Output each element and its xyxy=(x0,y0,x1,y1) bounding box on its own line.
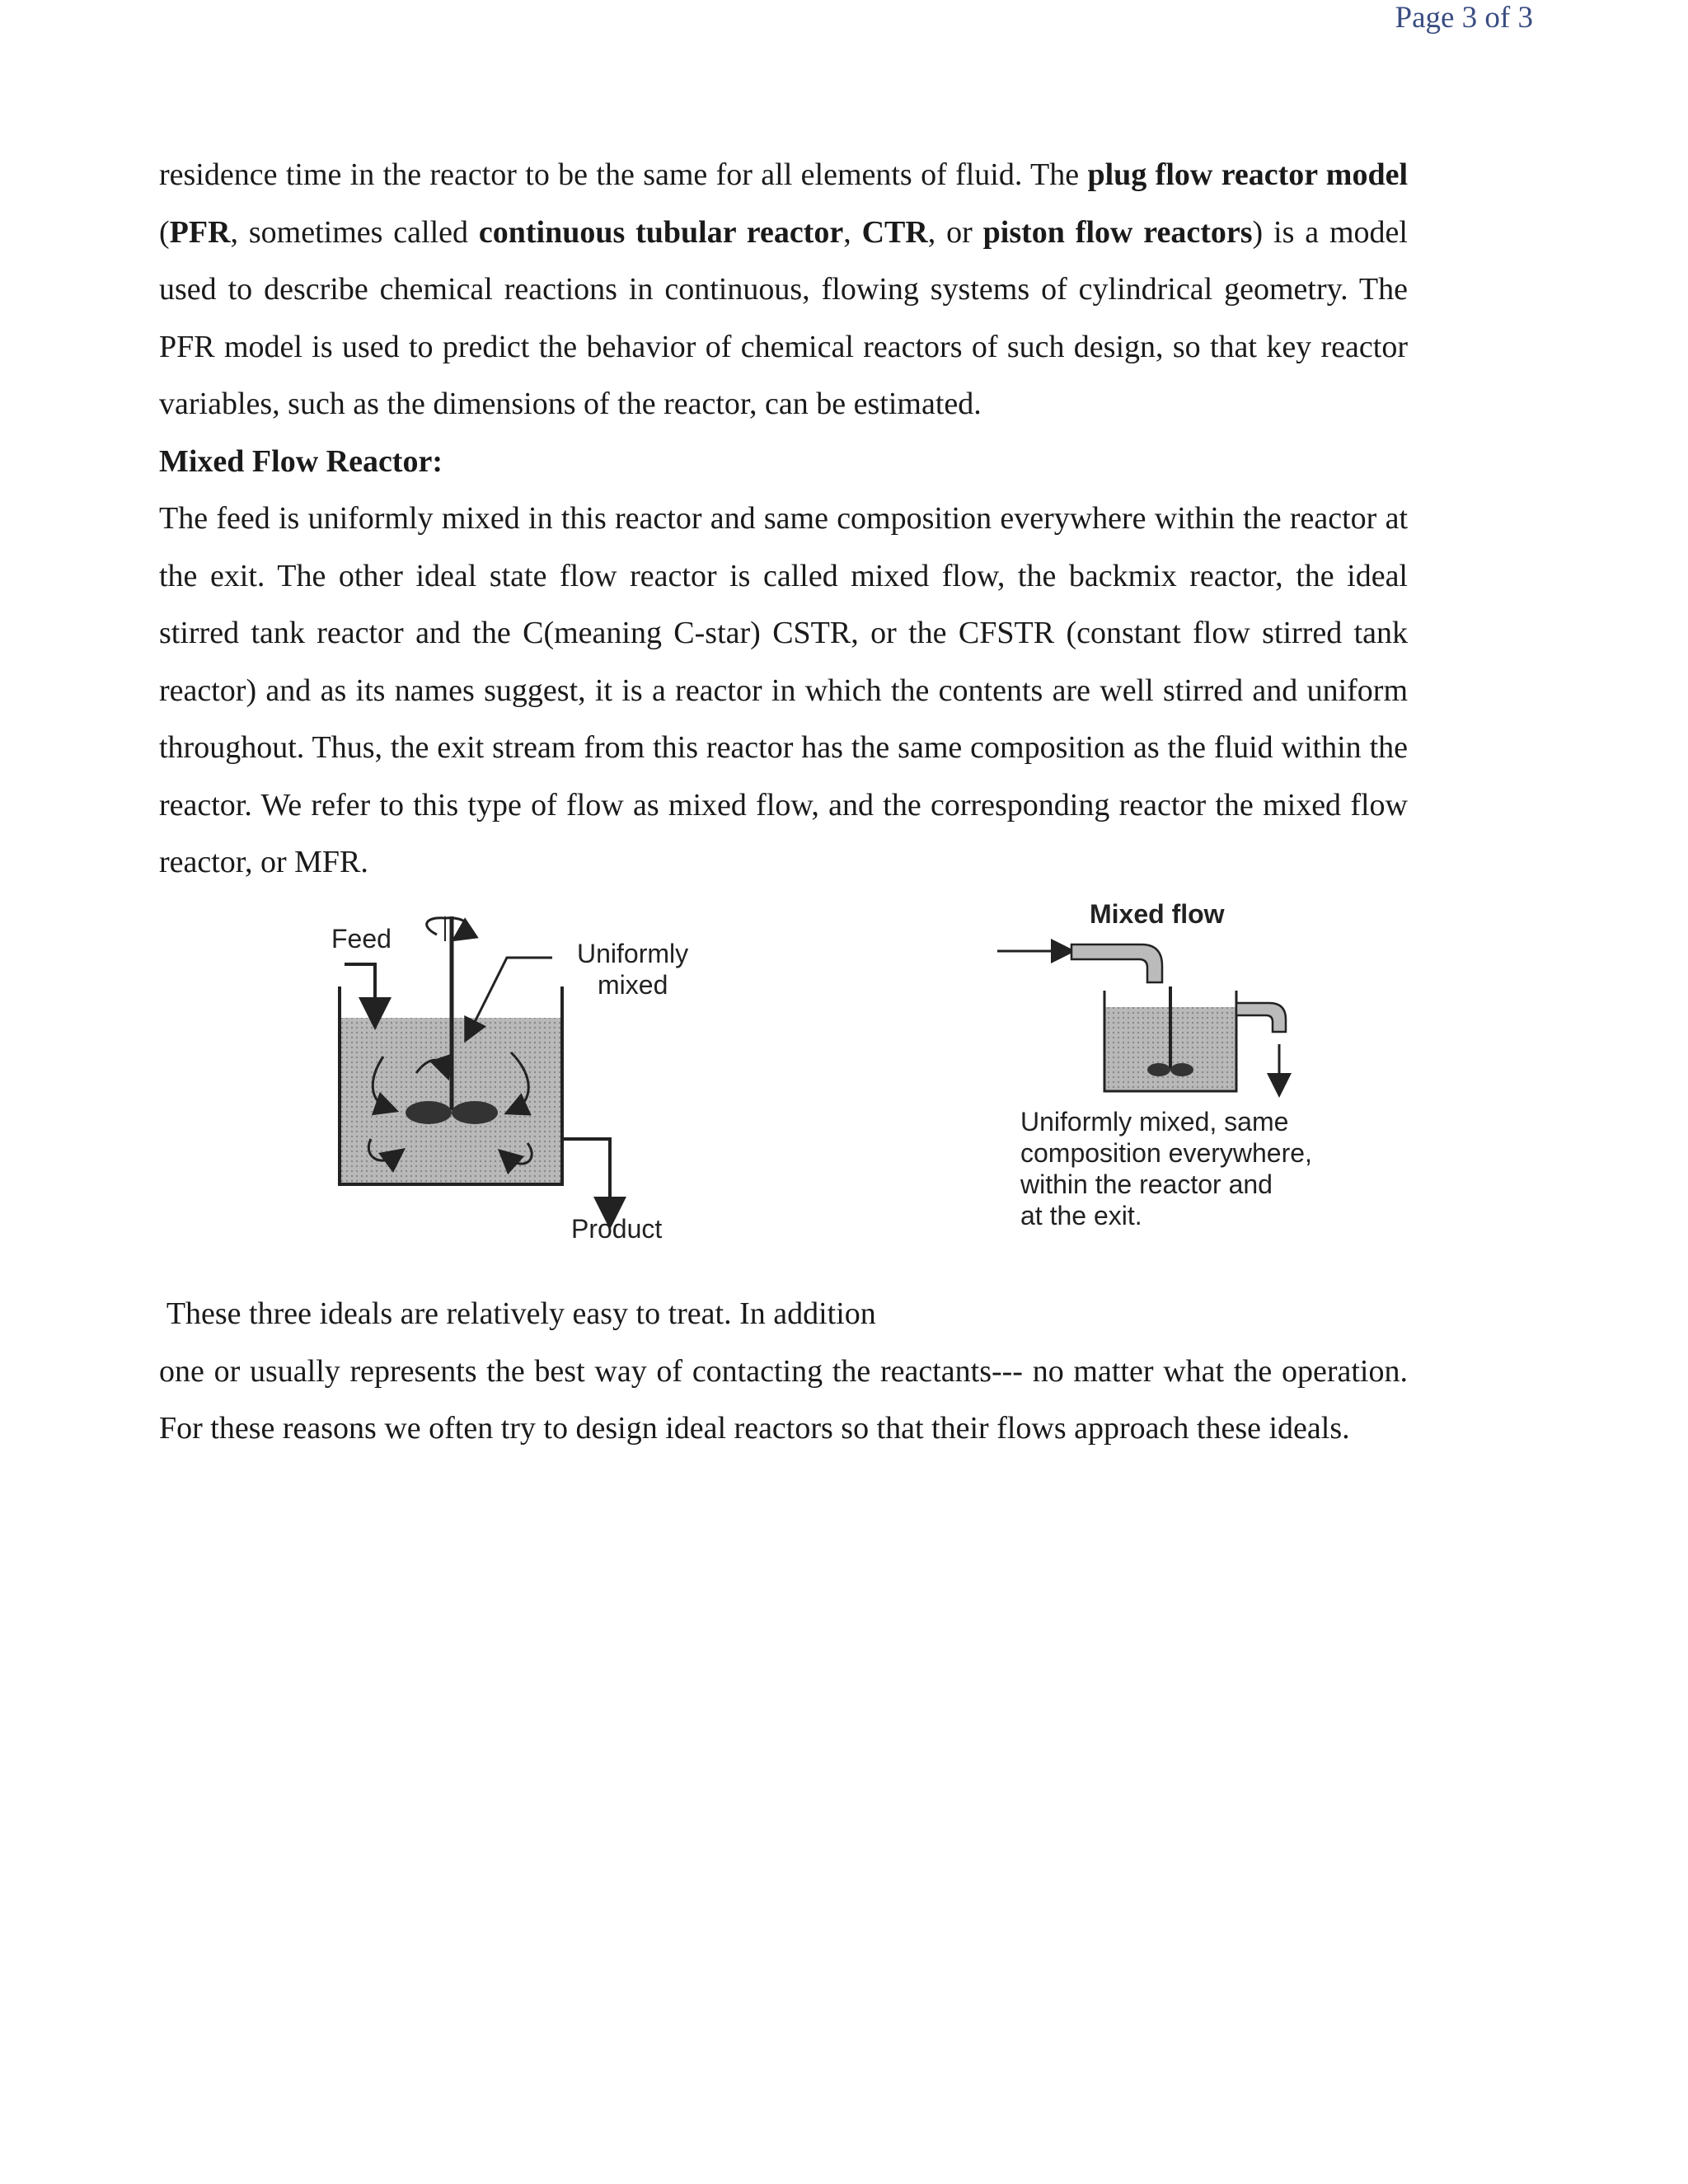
product-label: Product xyxy=(571,1214,663,1244)
caption-line-3: within the reactor and xyxy=(1020,1169,1273,1199)
text-run: ) is a model used to describe chemical reactions in continuous, flowing systems of cylindrical geometry. The PFR model is used to predict the behavior of chemical reactors of such design, so that key reactor variables, such as the dimensions of the reactor, can be estimated. xyxy=(159,214,1408,421)
text-run: , xyxy=(843,214,862,250)
caption-line-1: Uniformly mixed, same xyxy=(1020,1107,1289,1137)
mfr-paragraph: The feed is uniformly mixed in this reactor and same composition everywhere within the reactor at the exit. The other ideal state flow reactor is called mixed flow, the backmix reactor, the ideal stirred tank reactor and the C(meaning C-star) CSTR, or the CFSTR (constant flow stirred tank reactor) and as its names suggest, it is a reactor in which the contents are well stirred and uniform throughout. Thus, the exit stream from this reactor has the same composition as the fluid within the reactor. We refer to this type of flow as mixed flow, and the corresponding reactor the mixed flow reactor, or MFR. xyxy=(159,501,1408,879)
closing-line-1: These three ideals are relatively easy to treat. In addition xyxy=(159,1296,876,1331)
feed-label: Feed xyxy=(331,924,392,954)
bold-term: plug flow reactor model xyxy=(1087,157,1409,192)
text-run: ( xyxy=(159,214,170,250)
pfr-paragraph xyxy=(159,147,1408,434)
text-run: , sometimes called xyxy=(230,214,479,250)
text-run: , or xyxy=(927,214,983,250)
caption-line-4: at the exit. xyxy=(1020,1201,1142,1230)
uniformly-label: Uniformly xyxy=(577,939,689,968)
closing-paragraph: one or usually represents the best way of contacting the reactants--- no matter what the operation. For these reasons we often try to design ideal reactors so that their flows approach these ideals. xyxy=(159,1353,1408,1446)
mixed-flow-figure xyxy=(997,892,1360,1254)
bold-term: continuous tubular reactor xyxy=(478,214,844,250)
reactor-figures xyxy=(305,892,1376,1287)
mixed-flow-title: Mixed flow xyxy=(1090,899,1225,929)
closing-section xyxy=(159,1286,1408,1458)
caption-line-2: composition everywhere, xyxy=(1020,1138,1312,1168)
bold-term: CTR xyxy=(861,214,928,250)
bold-term: PFR xyxy=(169,214,231,250)
section-heading: Mixed Flow Reactor: xyxy=(159,443,443,479)
mixed-label: mixed xyxy=(598,970,668,1000)
stirred-tank-figure xyxy=(305,892,734,1279)
text-run: residence time in the reactor to be the same for all elements of fluid. The xyxy=(159,157,1088,192)
bold-term: piston flow reactors xyxy=(982,214,1253,250)
document-body xyxy=(159,147,1408,892)
page-number: Page 3 of 3 xyxy=(1395,1,1533,35)
